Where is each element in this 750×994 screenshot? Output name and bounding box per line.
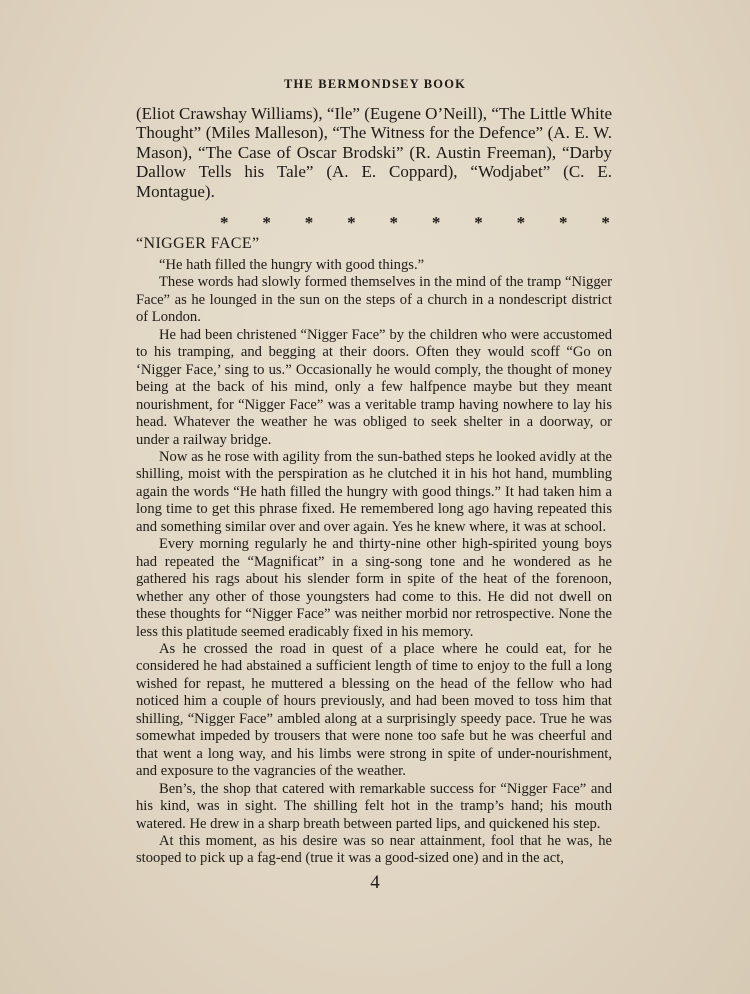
- page-number: 4: [370, 872, 380, 893]
- separator-asterisk: *: [347, 213, 356, 232]
- paragraph: “He hath filled the hungry with good things.”: [159, 257, 425, 273]
- paragraph: Every morning regularly he and thirty-nine other high-spirited young boys had repeated the “Magnificat” in a sing-song tone and he wondered as he gathered his rags about his slender form in spite of the heat of the forenoon, whether any other of those youngsters had come to this. He did not dwell on these thoughts for “Nigger Face” was neither morbid nor retrospective. None the less this platitude seemed eradicably fixed in his memory.: [136, 536, 612, 640]
- separator-asterisk: *: [304, 213, 314, 232]
- separator-asterisk: *: [516, 213, 526, 232]
- paragraph: At this moment, as his desire was so near attainment, fool that he was, he stooped to pick up a fag-end (true it was a good-sized one) and in the act,: [136, 832, 612, 867]
- separator-asterisk: *: [601, 213, 610, 232]
- section-separator: [220, 213, 610, 233]
- separator-asterisk: *: [559, 213, 568, 232]
- paragraph: As he crossed the road in quest of a place where he could eat, for he considered he had abstained a sufficient length of time to enjoy to the full a long wished for repast, he muttered a blessing on the head of the fellow who had noticed him a couple of hours previously, and had been moved to toss him that shilling, “Nigger Face” ambled along at a surprisingly speedy pace. True he was somewhat impeded by trousers that were none too safe but he was cheerful and that went a long way, and his limbs were strong in spite of under-nourishment, and exposure to the vagrancies of the weather.: [136, 640, 612, 780]
- paragraph: He had been christened “Nigger Face” by the children who were accustomed to his tramping, and begging at their doors. Often they would scoff “Go on ‘Nigger Face,’ sing to us.” Occasionally he would comply, the thought of money being at the back of his mind, only a few halfpence maybe but they meant nourishment, for “Nigger Face” was a veritable tramp having nowhere to lay his head. Whatever the weather he was obliged to seek shelter in a doorway, or under a railway bridge.: [136, 326, 612, 448]
- story-title: “NIGGER FACE”: [136, 235, 260, 252]
- paragraph: These words had slowly formed themselves in the mind of the tramp “Nigger Face” as he lounged in the sun on the steps of a church in a nondescript district of London.: [136, 274, 612, 326]
- separator-asterisk: *: [474, 213, 483, 232]
- intro-paragraph: (Eliot Crawshay Williams), “Ile” (Eugene O’Neill), “The Little White Thought” (Miles Malleson), “The Witness for the Defence” (A. E. W. Mason), “The Case of Oscar Brodski” (R. Austin Freeman), “Darby Dallow Tells his Tale” (A. E. Coppard), “Wodjabet” (C. E. Montague).: [136, 104, 612, 201]
- separator-asterisk: *: [262, 213, 271, 232]
- story-body: [136, 257, 612, 868]
- separator-asterisk: *: [389, 213, 398, 232]
- running-head: THE BERMONDSEY BOOK: [283, 77, 467, 91]
- separator-asterisk: *: [220, 213, 229, 232]
- paragraph: Now as he rose with agility from the sun-bathed steps he looked avidly at the shilling, moist with the perspiration as he clutched it in his hot hand, mumbling again the words “He hath filled the hungry with good things.” It had taken him a long time to get this phrase fixed. He remembered long ago having repeated this and something similar over and over again. Yes he knew where, it was at school.: [136, 448, 612, 535]
- separator-asterisk: *: [431, 213, 441, 232]
- intro-text: [136, 104, 612, 201]
- paragraph: Ben’s, the shop that catered with remarkable success for “Nigger Face” and his kind, was in sight. The shilling felt hot in the tramp’s hand; his mouth watered. He drew in a sharp breath between parted lips, and quickened his step.: [136, 780, 612, 832]
